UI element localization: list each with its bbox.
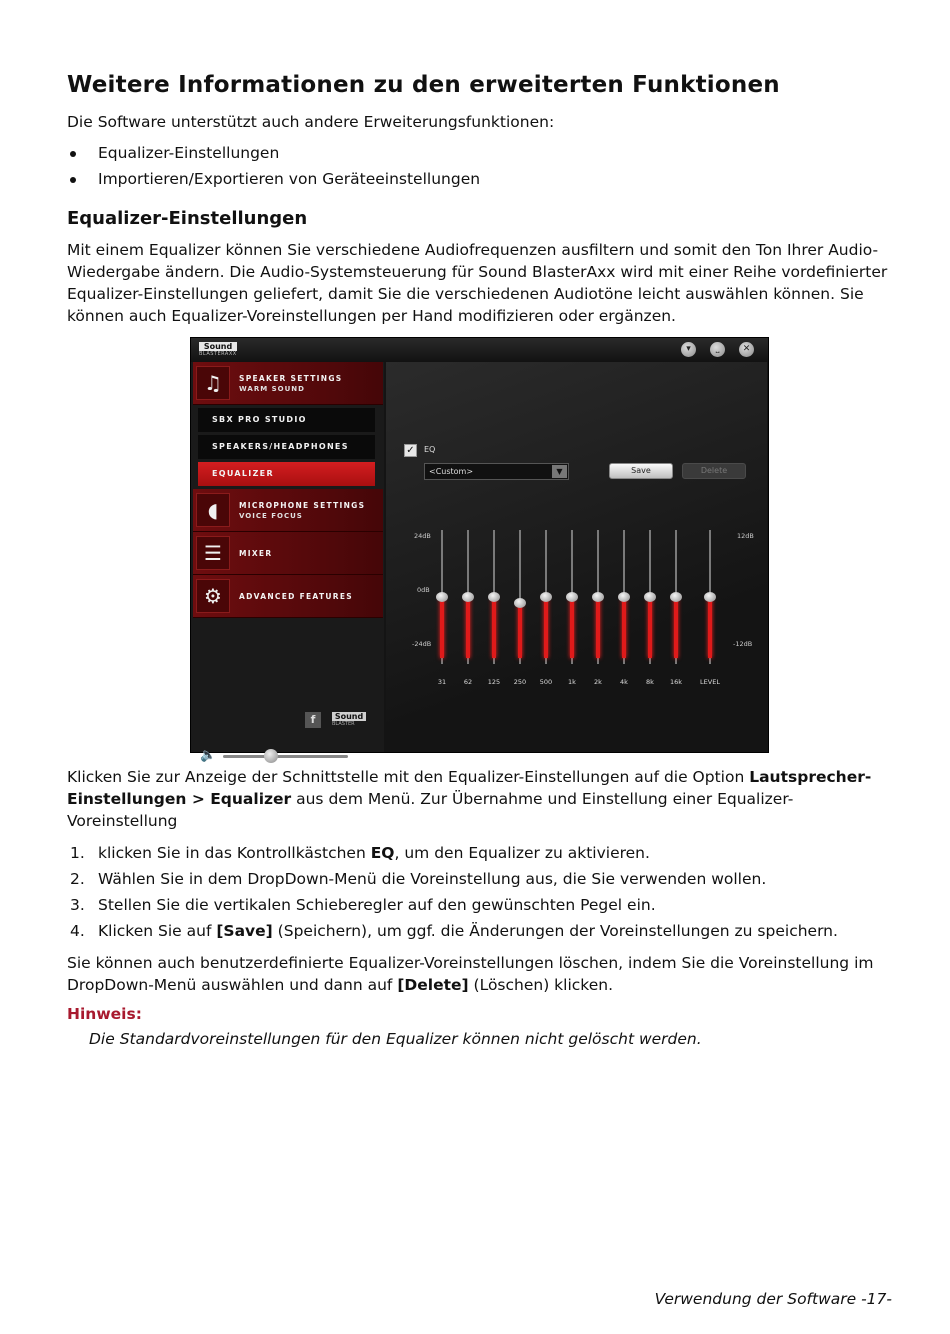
sidebar-item-advanced-features[interactable]	[193, 575, 383, 618]
mixer-sliders-icon: ☰	[196, 536, 230, 570]
sound-blaster-logo	[199, 342, 237, 357]
microphone-voice-icon: ◖	[196, 493, 230, 527]
chevron-down-icon[interactable]: ▾	[681, 342, 696, 357]
band-label: 16k	[669, 678, 683, 686]
chevron-down-icon: ▼	[552, 465, 567, 478]
slider-knob[interactable]	[436, 592, 448, 602]
eq-slider-4k[interactable]	[618, 530, 630, 686]
list-item: Importieren/Exportieren von Geräteeinstellungen	[67, 168, 480, 194]
feature-list	[67, 142, 480, 194]
slider-knob[interactable]	[462, 592, 474, 602]
eq-slider-125[interactable]	[487, 530, 501, 686]
band-label: 4k	[620, 678, 628, 686]
eq-slider-8k[interactable]	[644, 530, 656, 686]
list-item	[67, 920, 897, 946]
slider-level-fill	[466, 597, 470, 658]
title-bar	[191, 338, 768, 362]
list-item	[67, 868, 897, 894]
preset-dropdown-value: <Custom>	[429, 467, 474, 476]
eq-slider-2k[interactable]	[592, 530, 604, 686]
eq-slider-16k[interactable]	[669, 530, 683, 686]
step-text: klicken Sie in das Kontrollkästchen EQ, um den Equalizer zu aktivieren.	[98, 844, 650, 862]
band-label: 125	[487, 678, 501, 686]
eq-checkbox-label: EQ	[424, 445, 436, 454]
slider-knob[interactable]	[644, 592, 656, 602]
step-text: Klicken Sie auf [Save] (Speichern), um ggf. die Änderungen der Voreinstellungen zu speichern.	[98, 922, 838, 940]
note-heading: Hinweis:	[67, 1005, 142, 1023]
instruction-text-end: aus dem Menü. Zur Übernahme und Einstellung einer Equalizer-Voreinstellung	[67, 790, 794, 830]
slider-level-fill	[622, 597, 626, 658]
sidebar-item-speakers-headphones[interactable]: SPEAKERS/HEADPHONES	[198, 435, 375, 459]
volume-slider-track[interactable]	[223, 755, 348, 758]
page-footer: Verwendung der Software -17-	[654, 1290, 892, 1308]
step-text: Stellen Sie die vertikalen Schieberegler auf den gewünschten Pegel ein.	[98, 896, 656, 914]
slider-knob[interactable]	[670, 592, 682, 602]
note-text: Die Standardvoreinstellungen für den Equalizer können nicht gelöscht werden.	[89, 1030, 702, 1048]
logo-top-text: Sound	[199, 342, 237, 351]
band-label: 62	[463, 678, 473, 686]
slider-knob[interactable]	[592, 592, 604, 602]
brand-top-text: Sound	[332, 712, 366, 721]
audio-control-panel-screenshot	[190, 337, 769, 763]
logo-bottom-text: BLASTERAXX	[199, 351, 237, 357]
delete-instructions: Sie können auch benutzerdefinierte Equalizer-Voreinstellungen löschen, indem Sie die Voreinstellung im DropDown-Menü auswählen und dann auf [Delete] (Löschen) klicken.	[67, 954, 874, 994]
sidebar-item-microphone-settings[interactable]	[193, 489, 383, 532]
step-number: 4.	[70, 922, 85, 940]
sound-blaster-brand-logo[interactable]	[332, 712, 366, 728]
speaker-settings-label: SPEAKER SETTINGS	[239, 374, 343, 383]
eq-slider-62[interactable]	[462, 530, 474, 686]
microphone-profile-label: VOICE FOCUS	[239, 512, 303, 520]
step-number: 2.	[70, 870, 85, 888]
slider-level-fill	[708, 597, 712, 658]
scale-left-top: 24dB	[414, 532, 431, 540]
sidebar-item-speaker-settings[interactable]	[193, 362, 383, 405]
band-label: 8k	[646, 678, 654, 686]
slider-level-fill	[570, 597, 574, 658]
slider-level-fill	[518, 603, 522, 658]
menu-path: Lautsprecher-Einstellungen > Equalizer	[67, 768, 872, 808]
scale-left-mid: 0dB	[417, 586, 430, 594]
slider-level-fill	[440, 597, 444, 658]
delete-button[interactable]: Delete	[682, 463, 746, 479]
eq-slider-500[interactable]	[539, 530, 553, 686]
slider-level-fill	[596, 597, 600, 658]
scale-right-top: 12dB	[737, 532, 754, 540]
slider-level-fill	[544, 597, 548, 658]
eq-checkbox[interactable]: ✓	[404, 444, 417, 457]
band-label: 1k	[568, 678, 576, 686]
slider-knob[interactable]	[514, 598, 526, 608]
advanced-features-label: ADVANCED FEATURES	[239, 592, 353, 601]
speaker-icon: ♫	[196, 366, 230, 400]
sidebar-item-equalizer[interactable]: EQUALIZER	[198, 462, 375, 486]
eq-slider-31[interactable]	[436, 530, 448, 686]
section-heading: Equalizer-Einstellungen	[67, 208, 308, 229]
step-number: 1.	[70, 844, 85, 862]
slider-knob[interactable]	[540, 592, 552, 602]
volume-slider-knob[interactable]	[264, 749, 278, 763]
sidebar	[191, 362, 384, 763]
mixer-label: MIXER	[239, 549, 273, 558]
microphone-settings-label: MICROPHONE SETTINGS	[239, 501, 366, 510]
sidebar-item-mixer[interactable]	[193, 532, 383, 575]
band-label: 500	[539, 678, 553, 686]
list-item	[67, 894, 897, 920]
list-item: Equalizer-Einstellungen	[67, 142, 480, 168]
page-title: Weitere Informationen zu den erweiterten Funktionen	[67, 72, 780, 98]
slider-level-fill	[674, 597, 678, 658]
band-label: LEVEL	[700, 678, 720, 686]
intro-text: Die Software unterstützt auch andere Erweiterungsfunktionen:	[67, 113, 555, 131]
band-label: 2k	[594, 678, 602, 686]
preset-dropdown[interactable]	[424, 463, 569, 480]
scale-right-bottom: -12dB	[733, 640, 753, 648]
equalizer-description: Mit einem Equalizer können Sie verschiedene Audiofrequenzen ausfiltern und somit den Ton Ihrer Audio-Wiedergabe ändern. Die Audio-Systemsteuerung für Sound BlasterAxx wird mit einer Reihe vordefinierter Equalizer-Einstellungen geliefert, damit Sie die verschiedenen Audiotöne leicht auswählen können. Sie können auch Equalizer-Voreinstellungen per Hand modifizieren oder ergänzen.	[67, 241, 888, 325]
brand-bottom-text: BLASTER	[332, 721, 355, 727]
step-text: Wählen Sie in dem DropDown-Menü die Voreinstellung aus, die Sie verwenden wollen.	[98, 870, 767, 888]
eq-slider-level[interactable]	[700, 530, 720, 686]
step-number: 3.	[70, 896, 85, 914]
slider-level-fill	[648, 597, 652, 658]
eq-slider-1k[interactable]	[566, 530, 578, 686]
slider-level-fill	[492, 597, 496, 658]
instruction-text: Klicken Sie zur Anzeige der Schnittstelle mit den Equalizer-Einstellungen auf die Option	[67, 768, 750, 786]
equalizer-panel	[386, 362, 767, 752]
close-icon[interactable]: ✕	[739, 342, 754, 357]
slider-knob[interactable]	[488, 592, 500, 602]
equalizer-instructions	[67, 766, 897, 832]
minimize-icon[interactable]: ⎵	[710, 342, 725, 357]
speaker-profile-label: WARM SOUND	[239, 385, 305, 393]
save-button[interactable]: Save	[609, 463, 673, 479]
band-label: 31	[437, 678, 447, 686]
facebook-icon[interactable]: f	[305, 712, 321, 728]
slider-knob[interactable]	[704, 592, 716, 602]
list-item	[67, 842, 897, 868]
slider-knob[interactable]	[618, 592, 630, 602]
slider-knob[interactable]	[566, 592, 578, 602]
gears-icon: ⚙	[196, 579, 230, 613]
eq-slider-250[interactable]	[513, 530, 527, 686]
band-label: 250	[513, 678, 527, 686]
volume-icon[interactable]: 🔈	[200, 748, 217, 763]
steps-list	[67, 842, 897, 946]
scale-left-bottom: -24dB	[412, 640, 432, 648]
sidebar-item-sbx-pro-studio[interactable]: SBX PRO STUDIO	[198, 408, 375, 432]
